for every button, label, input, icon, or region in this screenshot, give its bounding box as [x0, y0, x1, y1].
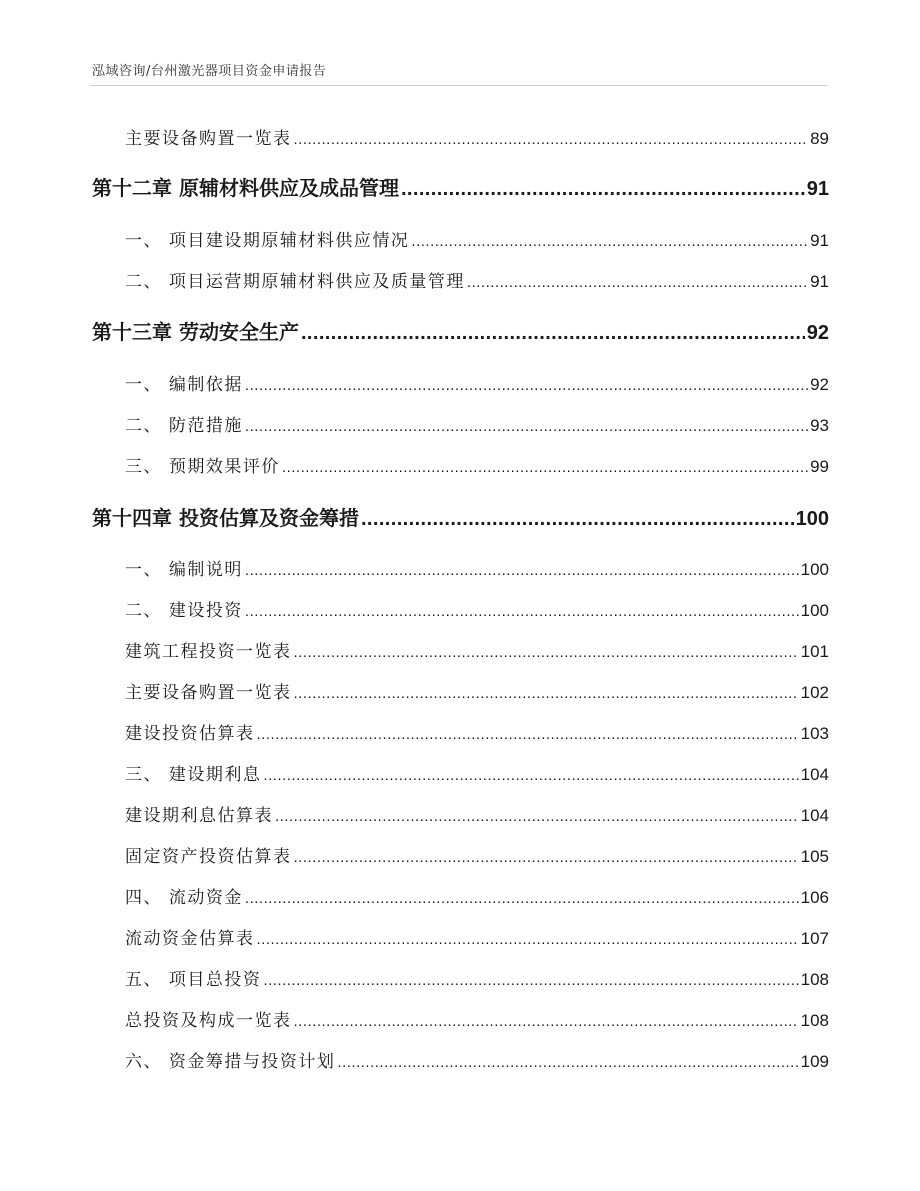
- toc-entry-label: 主要设备购置一览表: [125, 683, 292, 703]
- toc-dot-leader: [337, 1054, 798, 1071]
- toc-chapter-entry[interactable]: [92, 502, 829, 531]
- toc-entry[interactable]: [125, 965, 829, 990]
- toc-page-number: 109: [800, 1052, 829, 1071]
- toc-dot-leader: [401, 178, 805, 201]
- toc-dot-leader: [294, 644, 799, 661]
- toc-dot-leader: [294, 685, 799, 702]
- toc-page-number: 106: [800, 888, 829, 907]
- toc-page-number: 91: [806, 178, 829, 200]
- toc-page-number: 100: [795, 508, 829, 530]
- toc-entry[interactable]: [125, 1047, 829, 1072]
- toc-page-number: 108: [800, 1011, 829, 1030]
- toc-dot-leader: [263, 767, 798, 784]
- toc-page-number: 105: [800, 847, 829, 866]
- toc-page-number: 99: [810, 457, 829, 476]
- toc-entry[interactable]: [125, 124, 829, 149]
- toc-chapter-entry[interactable]: [92, 172, 829, 201]
- toc-dot-leader: [467, 274, 808, 291]
- toc-chapter-entry[interactable]: [92, 316, 829, 345]
- toc-entry[interactable]: [125, 452, 829, 477]
- toc-entry[interactable]: [125, 267, 829, 292]
- toc-dot-leader: [245, 562, 799, 579]
- toc-entry[interactable]: [125, 924, 829, 949]
- document-header: 泓域咨询/台州激光器项目资金申请报告: [92, 64, 327, 79]
- toc-entry[interactable]: [125, 801, 829, 826]
- toc-entry-label: 二、 建设投资: [125, 601, 243, 621]
- toc-chapter-label: 第十四章 投资估算及资金筹措: [92, 506, 359, 530]
- toc-page-number: 100: [800, 601, 829, 620]
- toc-entry[interactable]: [125, 637, 829, 662]
- toc-entry[interactable]: [125, 226, 829, 251]
- toc-entry-label: 一、 项目建设期原辅材料供应情况: [125, 231, 410, 251]
- toc-entry[interactable]: [125, 596, 829, 621]
- toc-entry-label: 二、 防范措施: [125, 416, 243, 436]
- toc-dot-leader: [294, 849, 799, 866]
- toc-dot-leader: [245, 377, 808, 394]
- toc-page-number: 91: [810, 272, 829, 291]
- toc-entry-label: 五、 项目总投资: [125, 970, 262, 990]
- toc-entry-label: 总投资及构成一览表: [125, 1011, 292, 1031]
- toc-page-number: 108: [800, 970, 829, 989]
- toc-entry-label: 建设期利息估算表: [125, 806, 273, 826]
- toc-dot-leader: [275, 808, 799, 825]
- toc-entry[interactable]: [125, 842, 829, 867]
- toc-dot-leader: [301, 322, 805, 345]
- toc-page-number: 93: [810, 416, 829, 435]
- toc-entry[interactable]: [125, 678, 829, 703]
- toc-entry-label: 六、 资金筹措与投资计划: [125, 1052, 336, 1072]
- toc-dot-leader: [282, 459, 808, 476]
- toc-entry[interactable]: [125, 1006, 829, 1031]
- toc-page-number: 104: [800, 765, 829, 784]
- toc-entry-label: 二、 项目运营期原辅材料供应及质量管理: [125, 272, 465, 292]
- toc-entry[interactable]: [125, 411, 829, 436]
- toc-entry[interactable]: [125, 719, 829, 744]
- toc-entry[interactable]: [125, 883, 829, 908]
- toc-dot-leader: [361, 508, 794, 531]
- toc-entry-label: 流动资金估算表: [125, 929, 255, 949]
- toc-dot-leader: [245, 603, 799, 620]
- toc-page-number: 91: [810, 231, 829, 250]
- toc-page-number: 104: [800, 806, 829, 825]
- toc-page-number: 101: [800, 642, 829, 661]
- toc-page-number: 103: [800, 724, 829, 743]
- toc-entry[interactable]: [125, 370, 829, 395]
- toc-dot-leader: [263, 972, 798, 989]
- toc-entry-label: 三、 建设期利息: [125, 765, 262, 785]
- toc-entry-label: 一、 编制说明: [125, 560, 243, 580]
- toc-dot-leader: [411, 233, 808, 250]
- toc-dot-leader: [257, 931, 799, 948]
- toc-page-number: 100: [800, 560, 829, 579]
- toc-entry-label: 四、 流动资金: [125, 888, 243, 908]
- toc-entry[interactable]: [125, 760, 829, 785]
- toc-dot-leader: [257, 726, 799, 743]
- toc-dot-leader: [294, 131, 809, 148]
- toc-page-number: 92: [806, 322, 829, 344]
- toc-entry-label: 一、 编制依据: [125, 375, 243, 395]
- toc-dot-leader: [294, 1013, 799, 1030]
- toc-entry-label: 建设投资估算表: [125, 724, 255, 744]
- toc-dot-leader: [245, 890, 799, 907]
- toc-page-number: 102: [800, 683, 829, 702]
- toc-dot-leader: [245, 418, 808, 435]
- toc-entry-label: 建筑工程投资一览表: [125, 642, 292, 662]
- toc-entry-label: 主要设备购置一览表: [125, 129, 292, 149]
- toc-page-number: 107: [800, 929, 829, 948]
- toc-page-number: 92: [810, 375, 829, 394]
- toc-chapter-label: 第十三章 劳动安全生产: [92, 320, 299, 344]
- toc-page-number: 89: [810, 129, 829, 148]
- toc-entry-label: 固定资产投资估算表: [125, 847, 292, 867]
- toc-chapter-label: 第十二章 原辅材料供应及成品管理: [92, 176, 399, 200]
- toc-entry[interactable]: [125, 555, 829, 580]
- toc-entry-label: 三、 预期效果评价: [125, 457, 280, 477]
